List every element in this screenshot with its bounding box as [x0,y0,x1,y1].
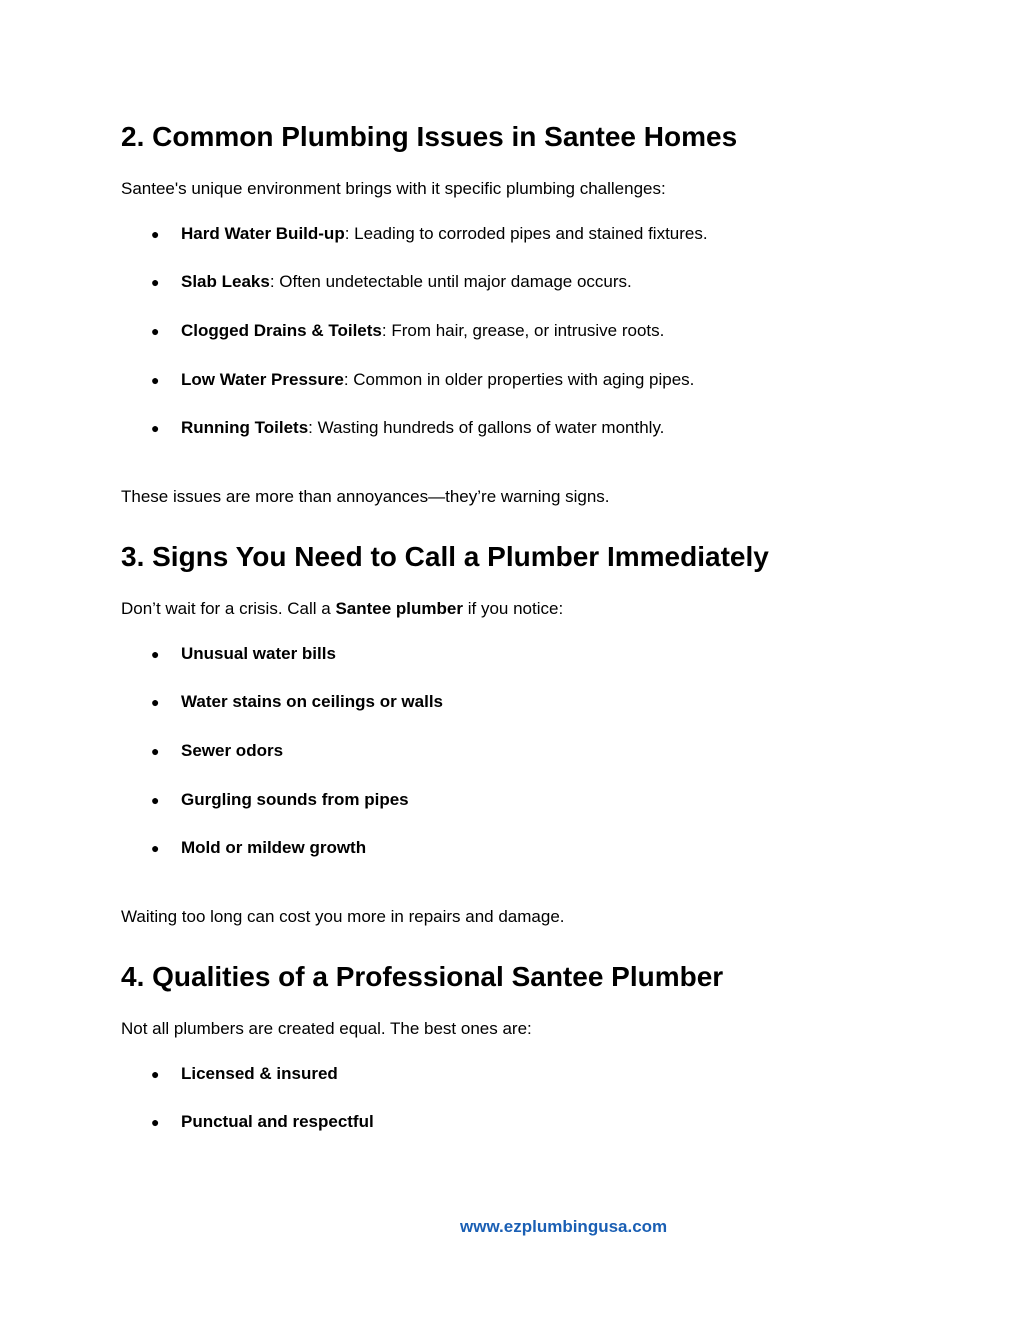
item-term: Slab Leaks [181,272,270,291]
section-4-heading: 4. Qualities of a Professional Santee Plumber [121,961,724,992]
item-desc: : Common in older properties with aging pipes. [343,370,695,389]
section-2-heading: 2. Common Plumbing Issues in Santee Homes [121,121,738,152]
intro-text-bold: Santee plumber [335,599,463,618]
section-2-outro: These issues are more than annoyances—they’re warning signs. [121,487,610,506]
item-term: Water stains on ceilings or walls [181,692,443,711]
intro-text-after: if you notice: [463,599,564,618]
item-desc: : Wasting hundreds of gallons of water monthly. [308,418,665,437]
bullet-icon: ● [151,274,160,290]
bullet-icon: ● [151,1114,160,1130]
bullet-icon: ● [151,420,160,436]
bullet-icon: ● [151,1066,160,1082]
bullet-icon: ● [151,226,160,242]
item-term: Licensed & insured [181,1064,338,1083]
bullet-icon: ● [151,646,160,662]
section-3-outro: Waiting too long can cost you more in repairs and damage. [121,907,565,926]
item-term: Unusual water bills [181,644,336,663]
bullet-icon: ● [151,372,160,388]
bullet-icon: ● [151,840,160,856]
footer-website-link[interactable]: www.ezplumbingusa.com [460,1217,668,1236]
intro-text-before: Don’t wait for a crisis. Call a [121,599,336,618]
bullet-icon: ● [151,694,160,710]
item-desc: : Often undetectable until major damage occurs. [269,272,632,291]
section-3-intro [121,598,563,620]
item-desc: : Leading to corroded pipes and stained fixtures. [344,224,708,243]
section-4-intro: Not all plumbers are created equal. The best ones are: [121,1019,532,1038]
item-term: Running Toilets [181,418,309,437]
section-2-intro: Santee's unique environment brings with it specific plumbing challenges: [121,179,666,198]
section-3-heading: 3. Signs You Need to Call a Plumber Immediately [121,541,769,572]
item-term: Mold or mildew growth [181,838,367,857]
bullet-icon: ● [151,792,160,808]
item-term: Punctual and respectful [181,1112,374,1131]
bullet-icon: ● [151,743,160,759]
item-term: Low Water Pressure [181,370,344,389]
item-term: Gurgling sounds from pipes [181,790,409,809]
item-term: Sewer odors [181,741,284,760]
bullet-icon: ● [151,323,160,339]
item-term: Hard Water Build-up [181,224,345,243]
item-term: Clogged Drains & Toilets [181,321,382,340]
item-desc: : From hair, grease, or intrusive roots. [381,321,665,340]
